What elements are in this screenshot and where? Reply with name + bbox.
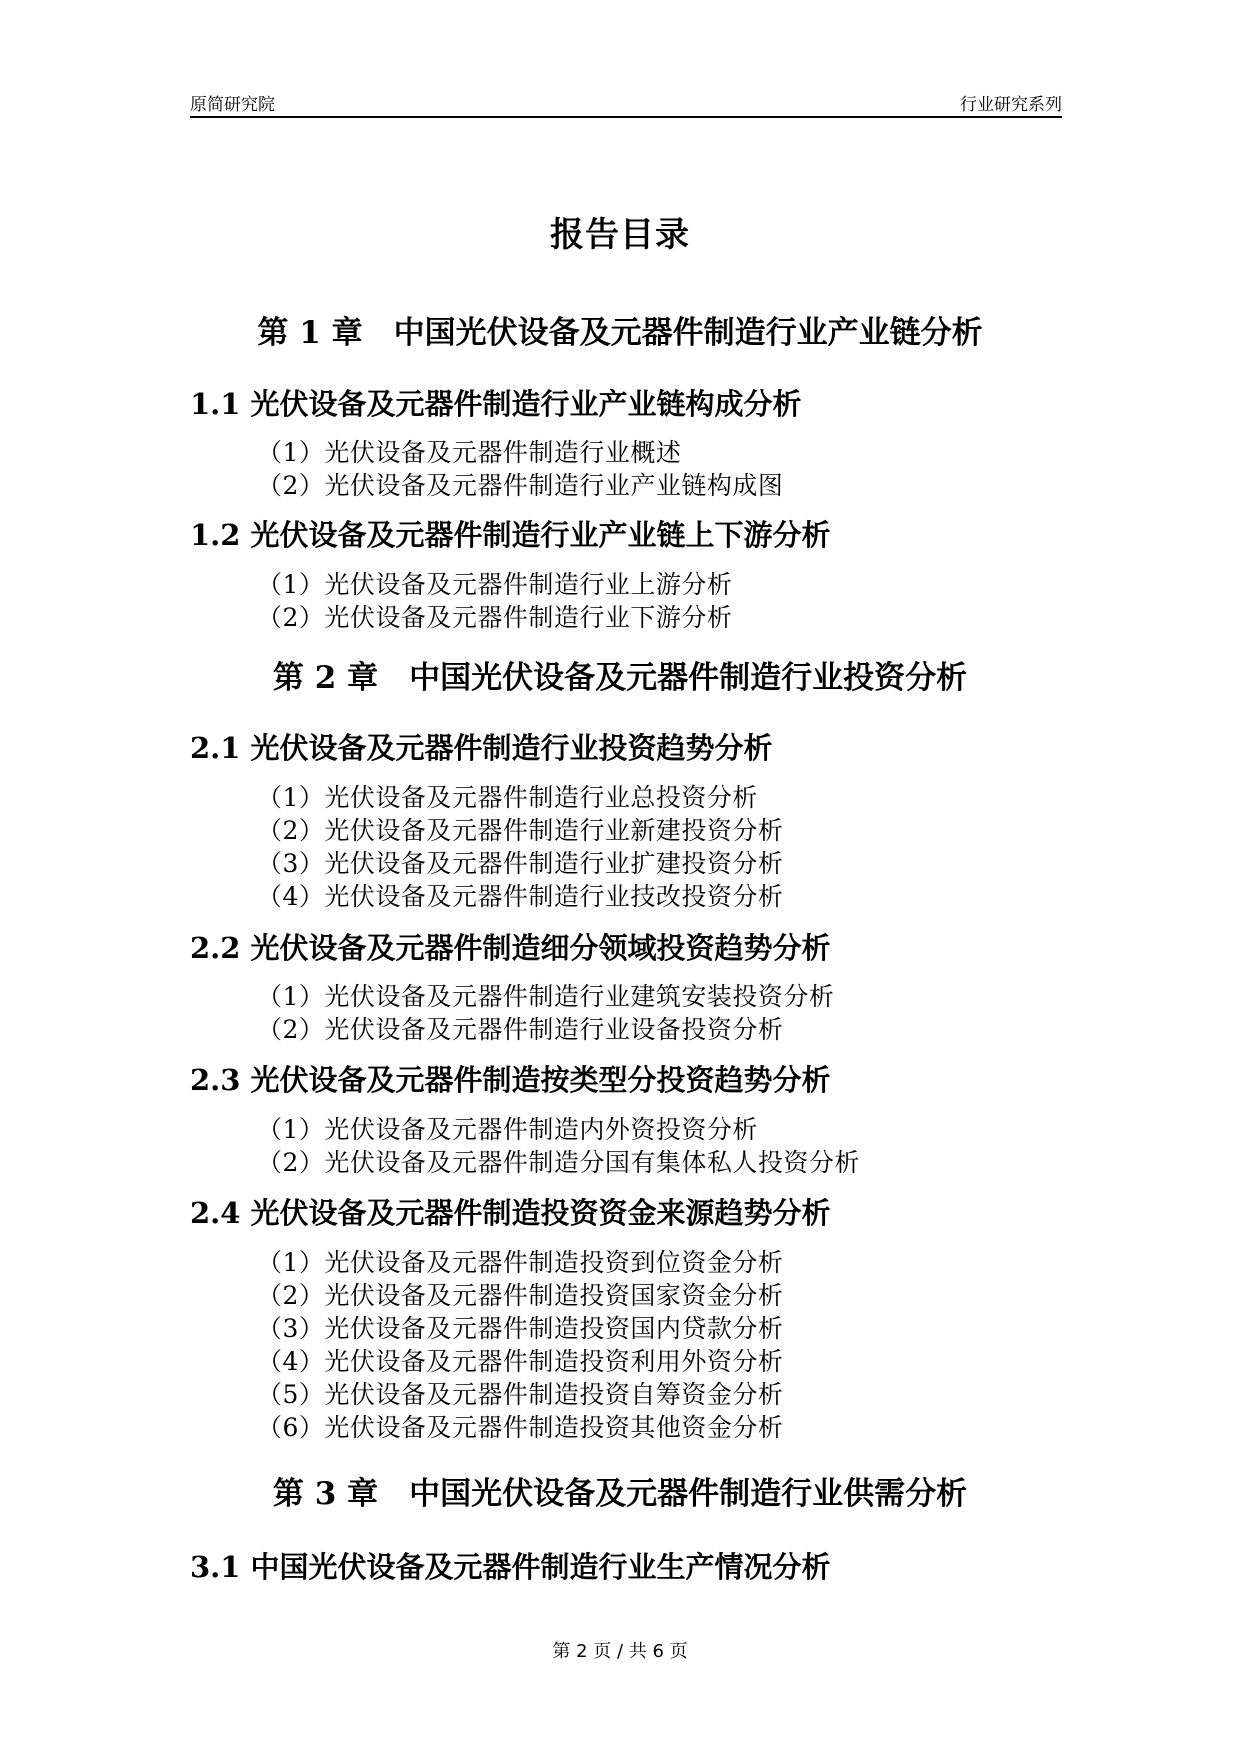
section-3-1-heading: 3.1 中国光伏设备及元器件制造行业生产情况分析 [190,1550,831,1584]
header-org-name: 原简研究院 [190,95,275,115]
section-2-2-heading: 2.2 光伏设备及元器件制造细分领域投资趋势分析 [190,931,831,965]
toc-item: （1）光伏设备及元器件制造行业总投资分析 [257,783,758,812]
toc-item: （3）光伏设备及元器件制造行业扩建投资分析 [257,849,784,878]
section-2-1-heading: 2.1 光伏设备及元器件制造行业投资趋势分析 [190,731,773,765]
toc-item: （1）光伏设备及元器件制造行业上游分析 [257,570,733,599]
section-2-4-heading: 2.4 光伏设备及元器件制造投资资金来源趋势分析 [190,1196,831,1230]
toc-item: （1）光伏设备及元器件制造投资到位资金分析 [257,1248,784,1277]
toc-item: （2）光伏设备及元器件制造分国有集体私人投资分析 [257,1148,860,1177]
section-1-1-heading: 1.1 光伏设备及元器件制造行业产业链构成分析 [190,387,802,421]
toc-item: （3）光伏设备及元器件制造投资国内贷款分析 [257,1314,784,1343]
chapter-3-heading: 第 3 章 中国光伏设备及元器件制造行业供需分析 [272,1476,968,1512]
toc-item: （5）光伏设备及元器件制造投资自筹资金分析 [257,1380,784,1409]
chapter-1-heading: 第 1 章 中国光伏设备及元器件制造行业产业链分析 [257,315,983,351]
toc-item: （4）光伏设备及元器件制造行业技改投资分析 [257,882,784,911]
toc-item: （4）光伏设备及元器件制造投资利用外资分析 [257,1347,784,1376]
page-number-footer: 第 2 页 / 共 6 页 [552,1641,688,1662]
toc-item: （1）光伏设备及元器件制造行业概述 [257,438,682,467]
page-header [190,88,1062,118]
section-2-3-heading: 2.3 光伏设备及元器件制造按类型分投资趋势分析 [190,1063,831,1097]
toc-item: （2）光伏设备及元器件制造行业产业链构成图 [257,471,784,500]
toc-item: （1）光伏设备及元器件制造行业建筑安装投资分析 [257,982,835,1011]
report-toc-title: 报告目录 [550,215,690,255]
toc-item: （6）光伏设备及元器件制造投资其他资金分析 [257,1413,784,1442]
toc-item: （1）光伏设备及元器件制造内外资投资分析 [257,1115,758,1144]
toc-item: （2）光伏设备及元器件制造行业新建投资分析 [257,816,784,845]
toc-item: （2）光伏设备及元器件制造行业设备投资分析 [257,1015,784,1044]
toc-item: （2）光伏设备及元器件制造投资国家资金分析 [257,1281,784,1310]
chapter-2-heading: 第 2 章 中国光伏设备及元器件制造行业投资分析 [272,660,968,696]
section-1-2-heading: 1.2 光伏设备及元器件制造行业产业链上下游分析 [190,518,831,552]
toc-item: （2）光伏设备及元器件制造行业下游分析 [257,603,733,632]
header-series-name: 行业研究系列 [960,95,1062,115]
